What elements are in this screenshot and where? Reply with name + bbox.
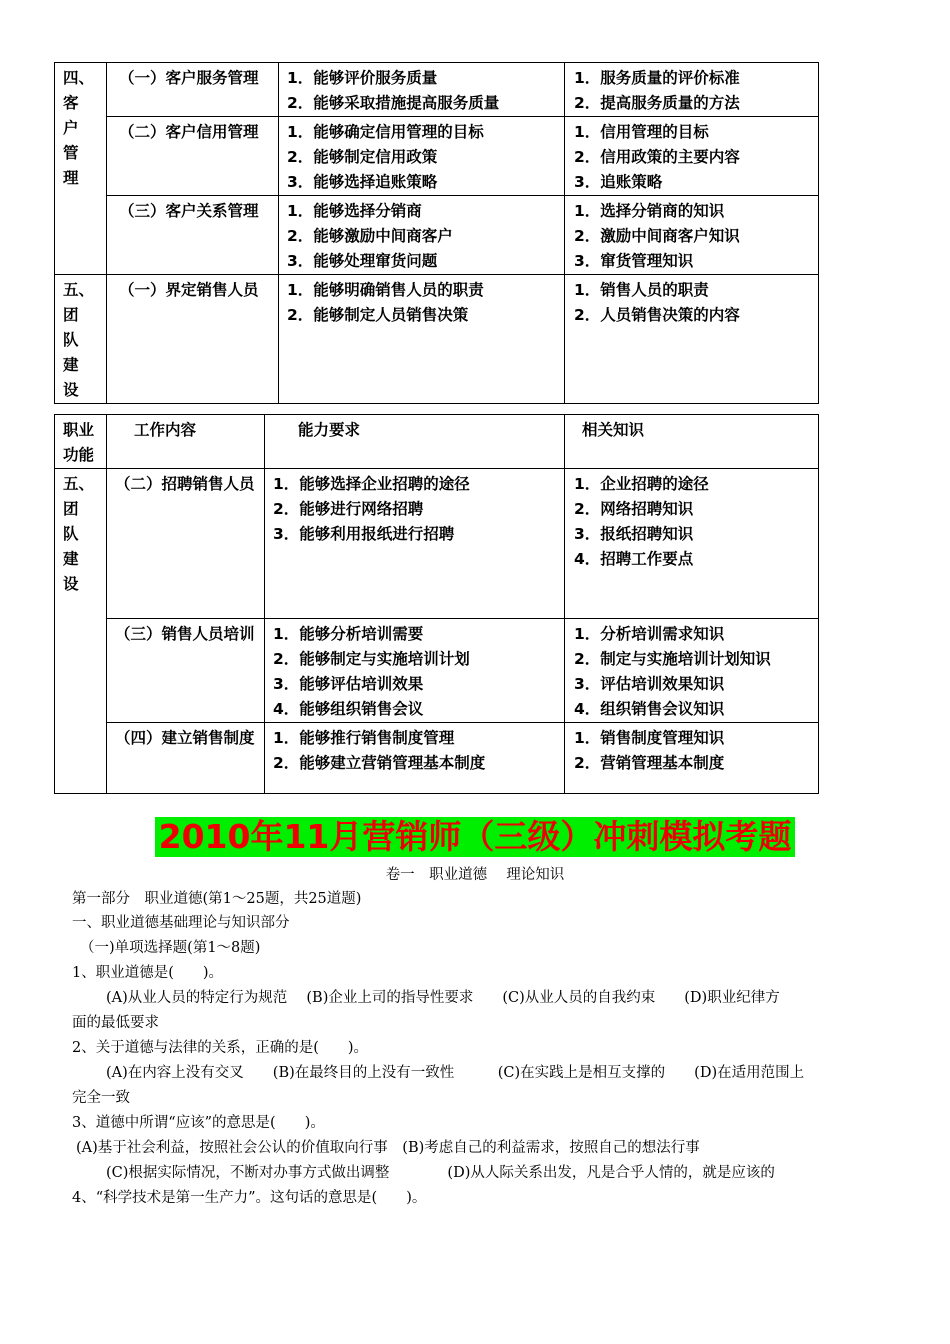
function-text: 建 bbox=[63, 356, 79, 374]
question-2-options: (A)在内容上没有交叉 (B)在最终目的上没有一致性 (C)在实践上是相互支撑的 (D)在适用范围上 bbox=[106, 1065, 805, 1081]
part-heading: 第一部分 职业道德(第1～25题，共25道题) bbox=[72, 891, 362, 907]
question-2-stem: 2、关于道德与法律的关系，正确的是( )。 bbox=[72, 1040, 369, 1056]
knowledge-cell: 1．服务质量的评价标准 2．提高服务质量的方法 bbox=[565, 63, 819, 117]
header-ability-cell: 能力要求 bbox=[265, 415, 565, 469]
function-text: 户 bbox=[63, 119, 79, 137]
function-cell bbox=[55, 469, 107, 794]
function-text: 四、 bbox=[63, 69, 95, 87]
ability-cell: 1．能够确定信用管理的目标 2．能够制定信用政策 3．能够选择追账策略 bbox=[279, 117, 565, 196]
function-text: 客 bbox=[63, 94, 79, 112]
work-content-cell: （二）客户信用管理 bbox=[107, 117, 279, 196]
question-3-stem: 3、道德中所谓“应该”的意思是( )。 bbox=[72, 1115, 325, 1131]
knowledge-cell: 1．分析培训需求知识 2．制定与实施培训计划知识 3．评估培训效果知识 4．组织销售会议知识 bbox=[565, 619, 819, 723]
ability-cell: 1．能够评价服务质量 2．能够采取措施提高服务质量 bbox=[279, 63, 565, 117]
function-text: 队 bbox=[63, 525, 79, 543]
work-content-cell: （二）招聘销售人员 bbox=[107, 469, 265, 619]
knowledge-cell: 1．销售制度管理知识 2．营销管理基本制度 bbox=[565, 723, 819, 794]
work-content-cell: （四）建立销售制度 bbox=[107, 723, 265, 794]
exam-subtitle: 卷一 职业道德 理论知识 bbox=[385, 867, 565, 883]
function-text: 理 bbox=[63, 169, 79, 187]
function-text: 设 bbox=[63, 575, 79, 593]
header-content-cell: 工作内容 bbox=[107, 415, 265, 469]
work-content-cell: （三）客户关系管理 bbox=[107, 196, 279, 275]
function-text: 管 bbox=[63, 144, 79, 162]
competency-table-1 bbox=[54, 62, 819, 404]
function-text: 团 bbox=[63, 500, 79, 518]
work-content-cell: （一）客户服务管理 bbox=[107, 63, 279, 117]
work-content-cell: （三）销售人员培训 bbox=[107, 619, 265, 723]
section-heading: 一、职业道德基础理论与知识部分 bbox=[72, 915, 290, 931]
function-text: 队 bbox=[63, 331, 79, 349]
function-cell bbox=[55, 63, 107, 275]
question-1-options-cont: 面的最低要求 bbox=[72, 1015, 159, 1031]
subsection-heading: （一)单项选择题(第1～8题) bbox=[80, 940, 261, 956]
ability-cell: 1．能够分析培训需要 2．能够制定与实施培训计划 3．能够评估培训效果 4．能够组织销售会议 bbox=[265, 619, 565, 723]
question-2-options-cont: 完全一致 bbox=[72, 1090, 130, 1106]
exam-title-wrap bbox=[0, 817, 950, 857]
function-cell bbox=[55, 275, 107, 404]
work-content-cell: （一）界定销售人员 bbox=[107, 275, 279, 404]
question-3-options-ab: (A)基于社会利益，按照社会公认的价值取向行事 (B)考虑自己的利益需求，按照自己的想法行事 bbox=[76, 1140, 700, 1156]
question-1-options: (A)从业人员的特定行为规范 (B)企业上司的指导性要求 (C)从业人员的自我约束 (D)职业纪律方 bbox=[106, 990, 780, 1006]
question-4-stem: 4、“科学技术是第一生产力”。这句话的意思是( )。 bbox=[72, 1190, 427, 1206]
ability-cell: 1．能够推行销售制度管理 2．能够建立营销管理基本制度 bbox=[265, 723, 565, 794]
ability-cell: 1．能够明确销售人员的职责 2．能够制定人员销售决策 bbox=[279, 275, 565, 404]
knowledge-cell: 1．企业招聘的途径 2．网络招聘知识 3．报纸招聘知识 4．招聘工作要点 bbox=[565, 469, 819, 619]
header-function-cell: 职业 功能 bbox=[55, 415, 107, 469]
ability-cell: 1．能够选择分销商 2．能够激励中间商客户 3．能够处理窜货问题 bbox=[279, 196, 565, 275]
knowledge-cell: 1．选择分销商的知识 2．激励中间商客户知识 3．窜货管理知识 bbox=[565, 196, 819, 275]
competency-table-2 bbox=[54, 414, 819, 794]
ability-cell: 1．能够选择企业招聘的途径 2．能够进行网络招聘 3．能够利用报纸进行招聘 bbox=[265, 469, 565, 619]
header-knowledge-cell: 相关知识 bbox=[565, 415, 819, 469]
function-text: 设 bbox=[63, 381, 79, 399]
function-text: 五、 bbox=[63, 281, 95, 299]
exam-title: 2010年11月营销师（三级）冲刺模拟考题 bbox=[155, 817, 796, 857]
knowledge-cell: 1．信用管理的目标 2．信用政策的主要内容 3．追账策略 bbox=[565, 117, 819, 196]
question-1-stem: 1、职业道德是( )。 bbox=[72, 965, 224, 981]
function-text: 建 bbox=[63, 550, 79, 568]
function-text: 五、 bbox=[63, 475, 95, 493]
question-3-options-cd: (C)根据实际情况，不断对办事方式做出调整 (D)从人际关系出发，凡是合乎人情的，就是应该的 bbox=[106, 1165, 775, 1181]
knowledge-cell: 1．销售人员的职责 2．人员销售决策的内容 bbox=[565, 275, 819, 404]
function-text: 团 bbox=[63, 306, 79, 324]
